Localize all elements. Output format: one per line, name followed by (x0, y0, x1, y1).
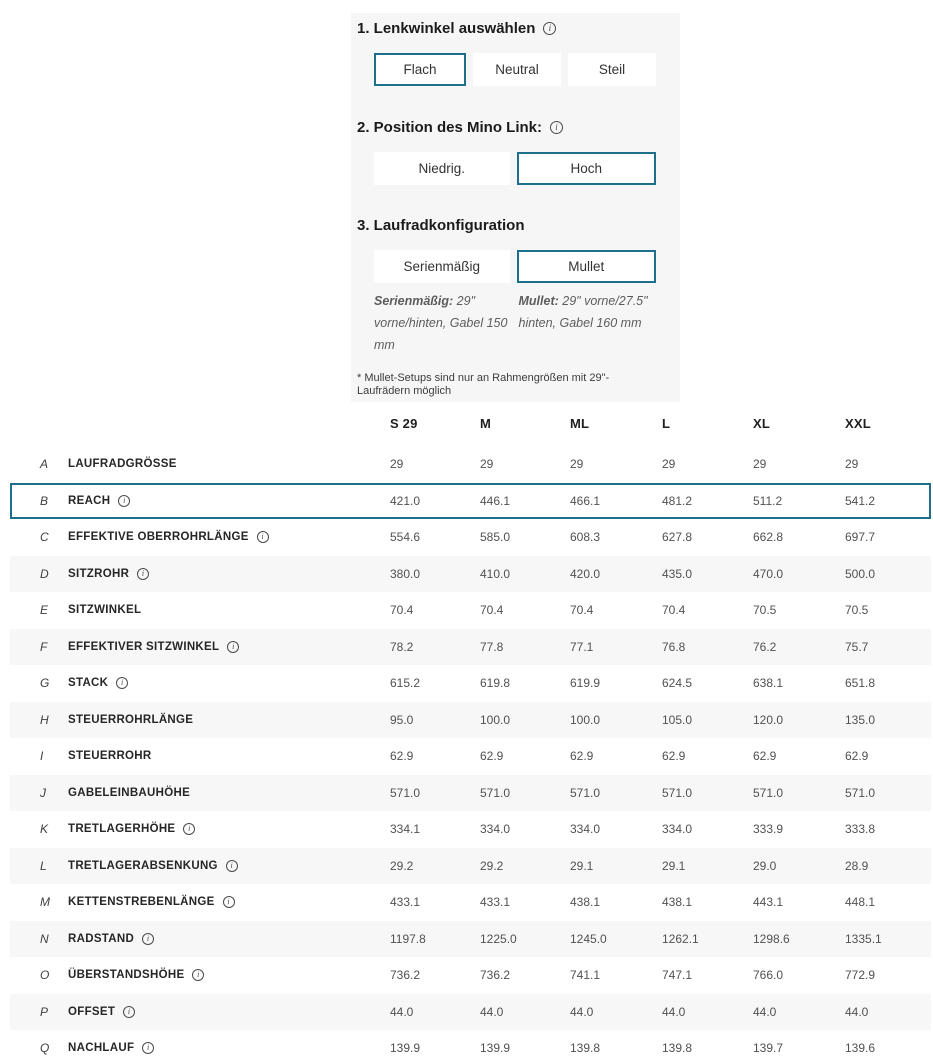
row-letter: D (40, 566, 49, 581)
row-label (68, 1042, 390, 1054)
cell-value: 1298.6 (753, 931, 790, 946)
cell-value: 28.9 (845, 858, 869, 873)
cell-value: 70.5 (753, 603, 777, 618)
info-icon[interactable]: i (226, 860, 238, 872)
option-hoch-button[interactable]: Hoch (517, 152, 657, 185)
cell-value: 333.9 (753, 822, 784, 837)
mullet-footnote: * Mullet-Setups sind nur an Rahmengrößen mit 29"-Laufrädern möglich (357, 372, 610, 397)
row-label (68, 495, 390, 507)
option-flach-button[interactable]: Flach (374, 53, 466, 86)
cell-value: 697.7 (845, 530, 876, 545)
cell-value: 571.0 (480, 785, 511, 800)
table-row[interactable] (10, 957, 931, 994)
row-letter: E (40, 603, 49, 618)
cell-value: 334.0 (662, 822, 693, 837)
cell-value: 481.2 (662, 493, 693, 508)
cell-value: 29.1 (570, 858, 594, 873)
cell-value: 135.0 (845, 712, 876, 727)
row-label-text: NACHLAUF (68, 1042, 135, 1055)
cell-value: 44.0 (845, 1004, 869, 1019)
cell-value: 75.7 (845, 639, 869, 654)
cell-value: 139.7 (753, 1041, 784, 1056)
cell-value: 736.2 (390, 968, 421, 983)
cell-value: 466.1 (570, 493, 601, 508)
cell-value: 62.9 (390, 749, 414, 764)
info-icon[interactable]: i (192, 969, 204, 981)
cell-value: 105.0 (662, 712, 693, 727)
cell-value: 29 (570, 457, 584, 472)
section-title-laufradkonfiguration (357, 217, 656, 234)
cell-value: 1197.8 (390, 931, 426, 946)
option-mullet-button[interactable]: Mullet (517, 250, 657, 283)
row-label (68, 1006, 390, 1018)
cell-value: 438.1 (662, 895, 693, 910)
mino-link-options (374, 152, 656, 185)
row-letter: O (40, 968, 50, 983)
cell-value: 29 (390, 457, 404, 472)
table-row[interactable] (10, 629, 931, 666)
cell-value: 44.0 (390, 1004, 414, 1019)
cell-value: 139.9 (390, 1041, 421, 1056)
row-label (68, 787, 390, 799)
cell-value: 44.0 (480, 1004, 504, 1019)
row-label-text: STACK (68, 677, 109, 690)
cell-value: 433.1 (390, 895, 421, 910)
serienmaessig-description (374, 290, 512, 356)
cell-value: 29.0 (753, 858, 777, 873)
cell-value: 435.0 (662, 566, 693, 581)
table-row[interactable] (10, 884, 931, 921)
cell-value: 500.0 (845, 566, 876, 581)
row-letter: B (40, 493, 49, 508)
table-row[interactable] (10, 483, 931, 520)
cell-value: 62.9 (570, 749, 594, 764)
row-letter: Q (40, 1041, 50, 1056)
description-term: Serienmäßig: (374, 294, 454, 308)
row-label (68, 896, 390, 908)
info-icon[interactable]: i (118, 495, 130, 507)
cell-value: 627.8 (662, 530, 693, 545)
cell-value: 736.2 (480, 968, 511, 983)
cell-value: 95.0 (390, 712, 414, 727)
info-icon[interactable]: i (123, 1006, 135, 1018)
cell-value: 1245.0 (570, 931, 607, 946)
info-icon[interactable]: i (550, 121, 563, 134)
cell-value: 421.0 (390, 493, 421, 508)
geometry-configurator-panel (351, 13, 680, 402)
row-letter: G (40, 676, 50, 691)
info-icon[interactable]: i (257, 531, 269, 543)
cell-value: 511.2 (753, 493, 783, 508)
cell-value: 78.2 (390, 639, 414, 654)
row-letter: F (40, 639, 48, 654)
row-label-text: STEUERROHR (68, 750, 152, 763)
cell-value: 44.0 (570, 1004, 594, 1019)
row-label-text: EFFEKTIVER SITZWINKEL (68, 640, 220, 653)
cell-value: 619.9 (570, 676, 601, 691)
size-column-header: M (480, 415, 492, 431)
description-text: 29" vorne/hinten, Gabel 150 mm (374, 294, 508, 352)
cell-value: 608.3 (570, 530, 601, 545)
cell-value: 334.0 (570, 822, 601, 837)
section-title-text: 1. Lenkwinkel auswählen (357, 20, 536, 37)
row-letter: A (40, 457, 49, 472)
row-label-text: SITZROHR (68, 567, 130, 580)
row-label-text: RADSTAND (68, 932, 135, 945)
row-label-text: REACH (68, 494, 111, 507)
cell-value: 139.9 (480, 1041, 511, 1056)
geometry-rows (10, 446, 931, 1060)
row-label (68, 458, 390, 470)
info-icon[interactable]: i (223, 896, 235, 908)
cell-value: 70.5 (845, 603, 869, 618)
cell-value: 446.1 (480, 493, 511, 508)
size-column-header: ML (570, 415, 590, 431)
cell-value: 100.0 (480, 712, 511, 727)
mullet-description (519, 290, 657, 356)
description-text: 29" vorne/27.5" hinten, Gabel 160 mm (518, 294, 648, 330)
cell-value: 619.8 (480, 676, 511, 691)
cell-value: 380.0 (390, 566, 421, 581)
row-label (68, 860, 390, 872)
laufrad-options (374, 250, 656, 283)
cell-value: 624.5 (662, 676, 693, 691)
row-label (68, 969, 390, 981)
table-row[interactable] (10, 556, 931, 593)
cell-value: 70.4 (390, 603, 414, 618)
cell-value: 76.8 (662, 639, 686, 654)
row-label (68, 641, 390, 653)
row-label (68, 933, 390, 945)
info-icon[interactable]: i (183, 823, 195, 835)
cell-value: 741.1 (570, 968, 601, 983)
cell-value: 77.1 (570, 639, 594, 654)
table-row[interactable] (10, 446, 931, 483)
table-row[interactable] (10, 921, 931, 958)
cell-value: 1225.0 (480, 931, 517, 946)
cell-value: 747.1 (662, 968, 693, 983)
table-row[interactable] (10, 738, 931, 775)
cell-value: 638.1 (753, 676, 784, 691)
row-label (68, 531, 390, 543)
section-title-text: 2. Position des Mino Link: (357, 119, 543, 136)
cell-value: 554.6 (390, 530, 421, 545)
row-label (68, 568, 390, 580)
cell-value: 62.9 (480, 749, 504, 764)
cell-value: 448.1 (845, 895, 876, 910)
row-letter: L (40, 858, 47, 873)
cell-value: 70.4 (662, 603, 686, 618)
cell-value: 62.9 (662, 749, 686, 764)
row-label-text: KETTENSTREBENLÄNGE (68, 896, 215, 909)
size-header-row (10, 403, 931, 443)
table-row[interactable] (10, 811, 931, 848)
option-serienmaessig-button[interactable]: Serienmäßig (374, 250, 510, 283)
cell-value: 443.1 (753, 895, 784, 910)
cell-value: 1262.1 (662, 931, 699, 946)
row-label-text: OFFSET (68, 1005, 116, 1018)
table-row[interactable] (10, 665, 931, 702)
cell-value: 70.4 (480, 603, 504, 618)
cell-value: 333.8 (845, 822, 876, 837)
row-letter: I (40, 749, 44, 764)
section-title-mino-link (357, 119, 656, 136)
cell-value: 29.2 (480, 858, 504, 873)
cell-value: 541.2 (845, 493, 876, 508)
row-label-text: TRETLAGERHÖHE (68, 823, 176, 836)
cell-value: 334.1 (390, 822, 421, 837)
cell-value: 571.0 (753, 785, 784, 800)
row-label-text: GABELEINBAUHÖHE (68, 786, 191, 799)
cell-value: 139.8 (570, 1041, 601, 1056)
row-label-text: ÜBERSTANDSHÖHE (68, 969, 185, 982)
cell-value: 662.8 (753, 530, 784, 545)
row-letter: J (40, 785, 46, 800)
row-label (68, 750, 390, 762)
geometry-table (0, 403, 933, 1060)
cell-value: 29.1 (662, 858, 686, 873)
cell-value: 766.0 (753, 968, 784, 983)
cell-value: 100.0 (570, 712, 601, 727)
size-column-header: S 29 (390, 415, 418, 431)
info-icon[interactable]: i (227, 641, 239, 653)
row-label-text: TRETLAGERABSENKUNG (68, 859, 218, 872)
info-icon[interactable]: i (116, 677, 128, 689)
size-column-header: XL (753, 415, 771, 431)
cell-value: 62.9 (753, 749, 777, 764)
row-letter: K (40, 822, 49, 837)
table-row[interactable] (10, 994, 931, 1031)
section-title-lenkwinkel (357, 20, 656, 37)
info-icon[interactable]: i (142, 933, 154, 945)
cell-value: 438.1 (570, 895, 601, 910)
cell-value: 420.0 (570, 566, 601, 581)
cell-value: 410.0 (480, 566, 511, 581)
table-row[interactable] (10, 592, 931, 629)
table-row[interactable] (10, 775, 931, 812)
info-icon[interactable]: i (543, 22, 556, 35)
row-letter: H (40, 712, 49, 727)
row-label-text: EFFEKTIVE OBERROHRLÄNGE (68, 531, 249, 544)
option-steil-button[interactable]: Steil (568, 53, 656, 86)
row-label (68, 714, 390, 726)
cell-value: 571.0 (662, 785, 693, 800)
row-letter: P (40, 1004, 49, 1019)
table-row[interactable] (10, 702, 931, 739)
option-neutral-button[interactable]: Neutral (473, 53, 561, 86)
cell-value: 615.2 (390, 676, 421, 691)
table-row[interactable] (10, 519, 931, 556)
row-letter: N (40, 931, 49, 946)
cell-value: 571.0 (570, 785, 601, 800)
info-icon[interactable]: i (142, 1042, 154, 1054)
cell-value: 44.0 (753, 1004, 777, 1019)
row-letter: C (40, 530, 49, 545)
option-descriptions (374, 290, 656, 356)
cell-value: 29 (753, 457, 767, 472)
cell-value: 29 (845, 457, 859, 472)
cell-value: 76.2 (753, 639, 777, 654)
cell-value: 470.0 (753, 566, 784, 581)
option-niedrig-button[interactable]: Niedrig. (374, 152, 510, 185)
row-label (68, 604, 390, 616)
cell-value: 77.8 (480, 639, 504, 654)
description-term: Mullet: (518, 294, 559, 308)
cell-value: 571.0 (845, 785, 876, 800)
section-title-text: 3. Laufradkonfiguration (357, 217, 525, 234)
cell-value: 334.0 (480, 822, 511, 837)
row-label-text: LAUFRADGRÖSSE (68, 458, 177, 471)
cell-value: 120.0 (753, 712, 784, 727)
cell-value: 29.2 (390, 858, 414, 873)
cell-value: 29 (662, 457, 676, 472)
cell-value: 571.0 (390, 785, 421, 800)
row-label (68, 677, 390, 689)
table-row[interactable] (10, 848, 931, 885)
cell-value: 62.9 (845, 749, 869, 764)
cell-value: 433.1 (480, 895, 511, 910)
cell-value: 139.8 (662, 1041, 693, 1056)
row-label (68, 823, 390, 835)
cell-value: 139.6 (845, 1041, 876, 1056)
row-label-text: STEUERROHRLÄNGE (68, 713, 194, 726)
row-label-text: SITZWINKEL (68, 604, 142, 617)
cell-value: 585.0 (480, 530, 511, 545)
cell-value: 772.9 (845, 968, 876, 983)
lenkwinkel-options (374, 53, 656, 86)
cell-value: 651.8 (845, 676, 876, 691)
cell-value: 70.4 (570, 603, 594, 618)
size-column-header: XXL (845, 415, 871, 431)
cell-value: 1335.1 (845, 931, 882, 946)
size-column-header: L (662, 415, 671, 431)
cell-value: 44.0 (662, 1004, 686, 1019)
cell-value: 29 (480, 457, 494, 472)
row-letter: M (40, 895, 50, 910)
table-row[interactable] (10, 1030, 931, 1060)
info-icon[interactable]: i (137, 568, 149, 580)
